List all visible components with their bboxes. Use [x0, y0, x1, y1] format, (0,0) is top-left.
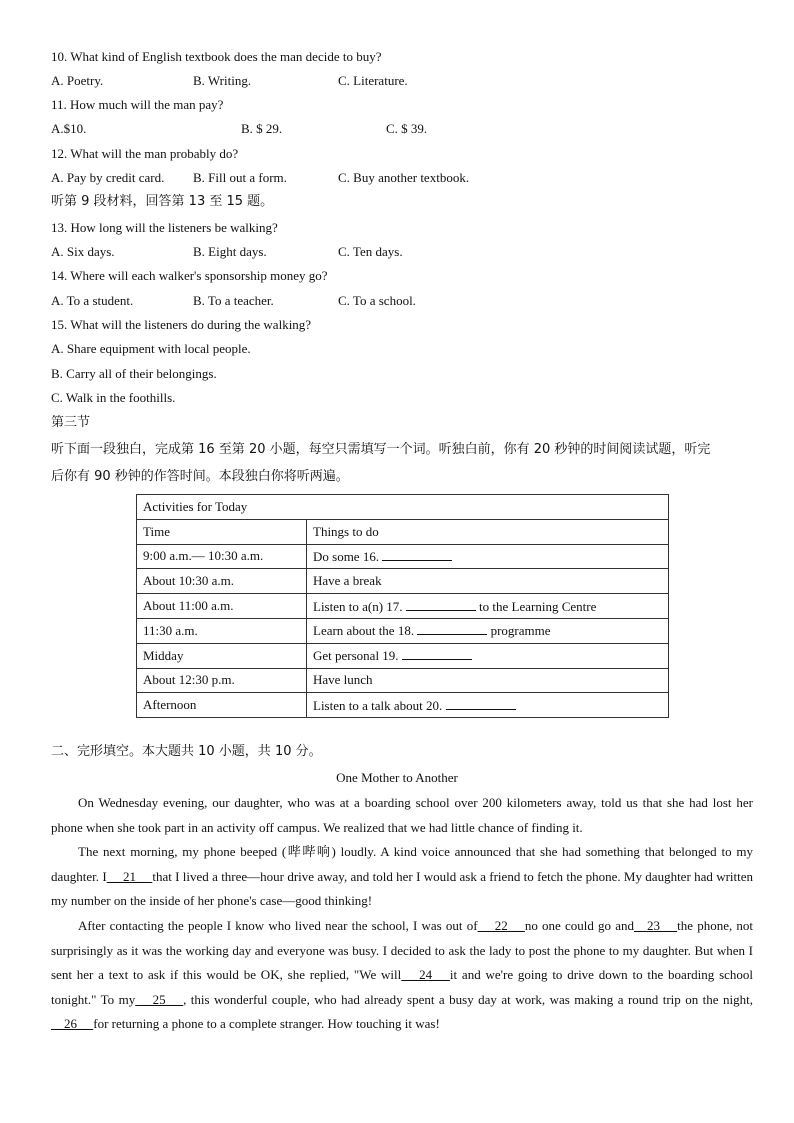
- table-row: [137, 668, 669, 693]
- option-c: C. Walk in the foothills.: [51, 390, 176, 405]
- question-14-stem: 14. Where will each walker's sponsorship money go?: [51, 268, 328, 283]
- section-3-instructions-line1: 听下面一段独白，完成第 16 至第 20 小题，每空只需填写一个词。听独白前，你有 20 秒钟的时间阅读试题，听完: [51, 442, 711, 457]
- option-b: B. Writing.: [193, 73, 252, 88]
- cloze-blank-25[interactable]: __25__: [135, 991, 184, 1007]
- row-time: About 11:00 a.m.: [137, 594, 307, 619]
- answer-blank-16[interactable]: [382, 548, 452, 561]
- table-title-row: [137, 495, 669, 520]
- row-thing: Have a break: [307, 569, 669, 594]
- cloze-blank-21[interactable]: __21__: [106, 868, 153, 884]
- row-time: Midday: [137, 643, 307, 668]
- table-row: [137, 544, 669, 569]
- row-time: About 12:30 p.m.: [137, 668, 307, 693]
- table-row: [137, 594, 669, 619]
- row-thing: [307, 643, 669, 668]
- row-thing-text: Do some 16.: [313, 548, 380, 564]
- passage-9-note: 听第 9 段材料，回答第 13 至 15 题。: [51, 194, 274, 209]
- option-a: A. Six days.: [51, 244, 115, 259]
- table-row: [137, 643, 669, 668]
- paragraph-1: On Wednesday evening, our daughter, who was at a boarding school over 200 kilometers away, told us that she had lost her phone when she took part in an activity off campus. We realized that we had little chance of finding it.: [51, 795, 753, 835]
- table-title: Activities for Today: [137, 495, 669, 520]
- question-13-options: [51, 244, 751, 260]
- paragraph-3-text: After contacting the people I know who lived near the school, I was out of: [78, 918, 478, 933]
- option-c: C. $ 39.: [386, 121, 428, 136]
- table-row: [137, 569, 669, 594]
- paragraph-3-text: it and we're going to drive down to the boarding school tonight." To my: [51, 967, 754, 1007]
- row-thing: [307, 544, 669, 569]
- table-row: [137, 693, 669, 718]
- section-3-heading: 第三节: [51, 415, 91, 430]
- option-b: B. Eight days.: [193, 244, 267, 259]
- row-time: About 10:30 a.m.: [137, 569, 307, 594]
- header-things-to-do: Things to do: [307, 519, 669, 544]
- question-12-stem: 12. What will the man probably do?: [51, 146, 239, 161]
- row-thing-text: Listen to a(n) 17.: [313, 598, 403, 614]
- option-a: A. Pay by credit card.: [51, 170, 165, 185]
- option-c: C. Ten days.: [338, 244, 403, 259]
- paragraph-3-text: the phone, not surprisingly as it was the working day and everyone was busy. I decided to ask the lady to post the phone to my daughter. But when I sent her a text to ask if this would be OK, she replied, "We will: [51, 918, 754, 982]
- row-thing-text: Get personal 19.: [313, 648, 399, 664]
- activities-table: [136, 494, 669, 718]
- header-time: Time: [137, 519, 307, 544]
- option-a: A. Poetry.: [51, 73, 104, 88]
- option-a: A. Share equipment with local people.: [51, 341, 251, 356]
- row-thing-after: programme: [490, 623, 551, 639]
- answer-blank-18[interactable]: [417, 622, 487, 635]
- row-thing-text: Learn about the 18.: [313, 623, 415, 639]
- part-2-heading: 二、完形填空。本大题共 10 小题，共 10 分。: [51, 744, 322, 759]
- cloze-blank-26[interactable]: __26__: [51, 1016, 94, 1031]
- row-thing-text: Listen to a talk about 20.: [313, 697, 443, 713]
- option-b: B. Fill out a form.: [193, 170, 287, 185]
- answer-blank-17[interactable]: [406, 598, 476, 611]
- question-11-stem: 11. How much will the man pay?: [51, 97, 224, 112]
- answer-blank-19[interactable]: [402, 647, 472, 660]
- row-time: 9:00 a.m.— 10:30 a.m.: [137, 544, 307, 569]
- paragraph-3: [51, 914, 753, 1037]
- paragraph-3-text: for returning a phone to a complete stranger. How touching it was!: [93, 1016, 440, 1031]
- question-15-stem: 15. What will the listeners do during the walking?: [51, 317, 312, 332]
- question-14-options: [51, 293, 751, 309]
- paragraph-3-text: no one could go and: [524, 918, 634, 933]
- section-3-instructions-line2: 后你有 90 秒钟的作答时间。本段独白你将听两遍。: [51, 469, 349, 484]
- option-b: B. To a teacher.: [193, 293, 274, 308]
- option-b: B. Carry all of their belongings.: [51, 366, 217, 381]
- cloze-blank-22[interactable]: __22__: [477, 918, 525, 933]
- paragraph-2: [51, 840, 753, 914]
- option-a: A.$10.: [51, 121, 87, 136]
- cloze-blank-24[interactable]: __24__: [401, 967, 450, 982]
- cloze-blank-23[interactable]: __23__: [633, 918, 678, 933]
- paragraph-2-text: that I lived a three—hour drive away, and told her I would ask a friend to fetch the phone. My daughter had written my number on the inside of her phone's case—good thinking!: [51, 868, 754, 908]
- question-11-options: [51, 121, 751, 137]
- row-thing: [307, 594, 669, 619]
- paragraph-2-text: The next morning, my phone beeped (哔哔响) loudly. A kind voice announced that she had something that belonged to my daughter. I: [51, 844, 753, 884]
- answer-blank-20[interactable]: [446, 697, 516, 710]
- question-10-stem: 10. What kind of English textbook does the man decide to buy?: [51, 49, 382, 64]
- row-time: Afternoon: [137, 693, 307, 718]
- row-thing: [307, 618, 669, 643]
- passage-title: One Mother to Another: [336, 770, 458, 785]
- row-thing: [307, 693, 669, 718]
- option-a: A. To a student.: [51, 293, 134, 308]
- table-row: [137, 618, 669, 643]
- question-13-stem: 13. How long will the listeners be walking?: [51, 220, 278, 235]
- row-time: 11:30 a.m.: [137, 618, 307, 643]
- question-12-options: [51, 170, 751, 186]
- row-thing: Have lunch: [307, 668, 669, 693]
- option-c: C. Buy another textbook.: [338, 170, 470, 185]
- question-10-options: [51, 73, 751, 89]
- option-c: C. Literature.: [338, 73, 408, 88]
- table-header-row: [137, 519, 669, 544]
- row-thing-after: to the Learning Centre: [479, 598, 597, 614]
- paragraph-3-text: , this wonderful couple, who had already spent a busy day at work, was making a round trip on the night,: [183, 991, 753, 1007]
- option-b: B. $ 29.: [241, 121, 283, 136]
- option-c: C. To a school.: [338, 293, 416, 308]
